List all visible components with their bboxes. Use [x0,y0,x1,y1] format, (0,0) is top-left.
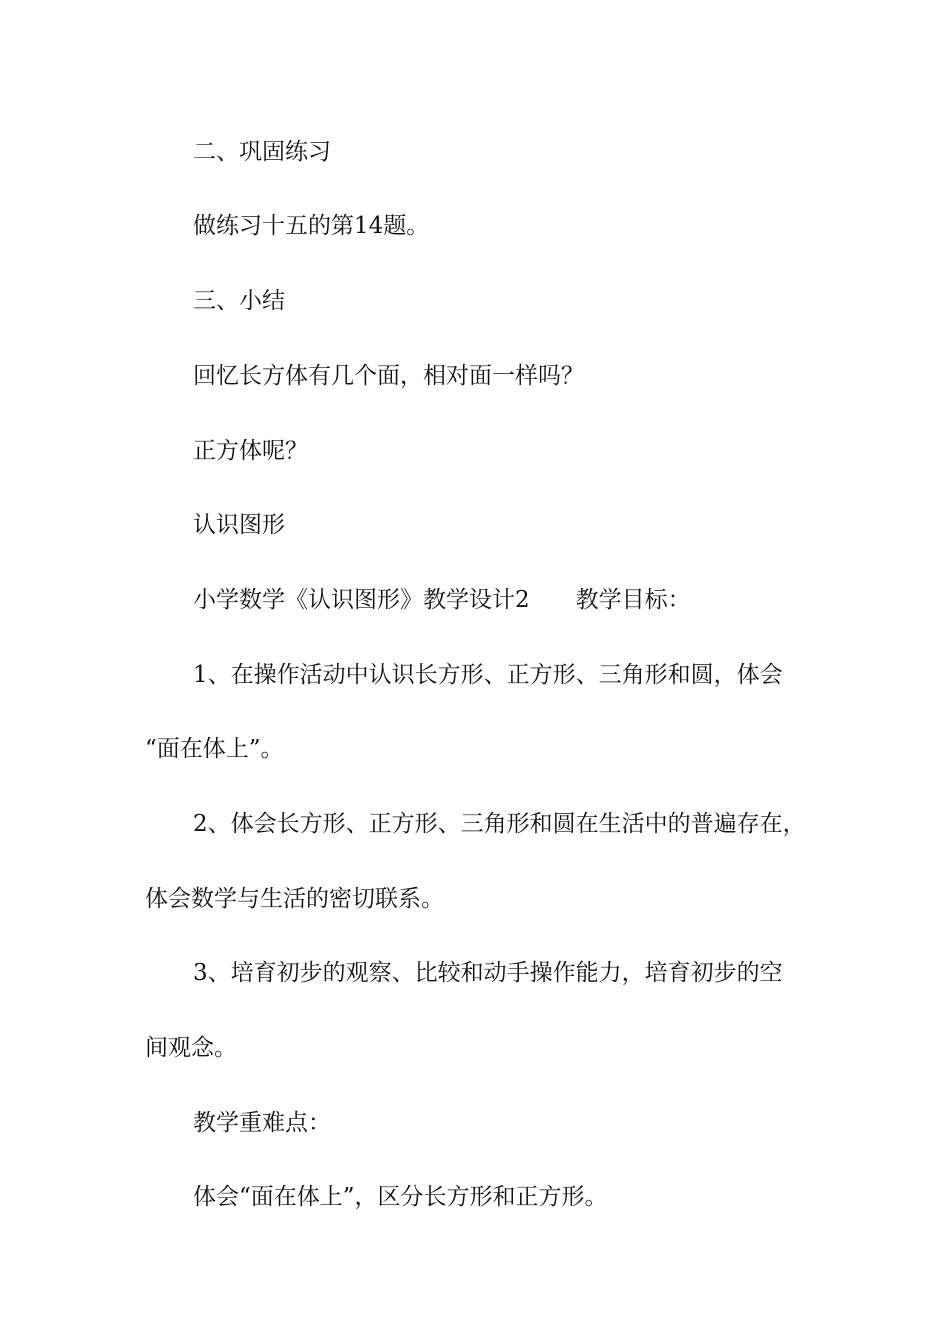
objective-2-line-1: 2、体会长方形、正方形、三角形和圆在生活中的普遍存在， [193,811,806,837]
section-heading-consolidation: 二、巩固练习 [193,139,331,165]
paragraph-cuboid-question: 回忆长方体有几个面，相对面一样吗？ [193,363,584,389]
objective-2-line-2: 体会数学与生活的密切联系。 [145,886,444,912]
objective-1-line-1: 1、在操作活动中认识长方形、正方形、三角形和圆，体会 [193,662,783,688]
objective-3-line-2: 间观念。 [145,1035,237,1061]
paragraph-topic-title: 认识图形 [193,512,285,538]
section-heading-summary: 三、小结 [193,288,285,314]
paragraph-exercise: 做练习十五的第14题。 [193,213,430,239]
key-difficulties-text: 体会“面在体上”，区分长方形和正方形。 [193,1184,608,1210]
paragraph-design-title-line [193,585,873,615]
objective-1-line-2: “面在体上”。 [145,736,284,762]
design-title: 小学数学《认识图形》教学设计2 [193,587,530,613]
paragraph-cube-question: 正方体呢？ [193,438,308,464]
objective-3-line-1: 3、培育初步的观察、比较和动手操作能力，培育初步的空 [193,960,783,986]
teaching-objectives-label: 教学目标： [575,587,691,613]
key-difficulties-label: 教学重难点： [193,1110,331,1136]
